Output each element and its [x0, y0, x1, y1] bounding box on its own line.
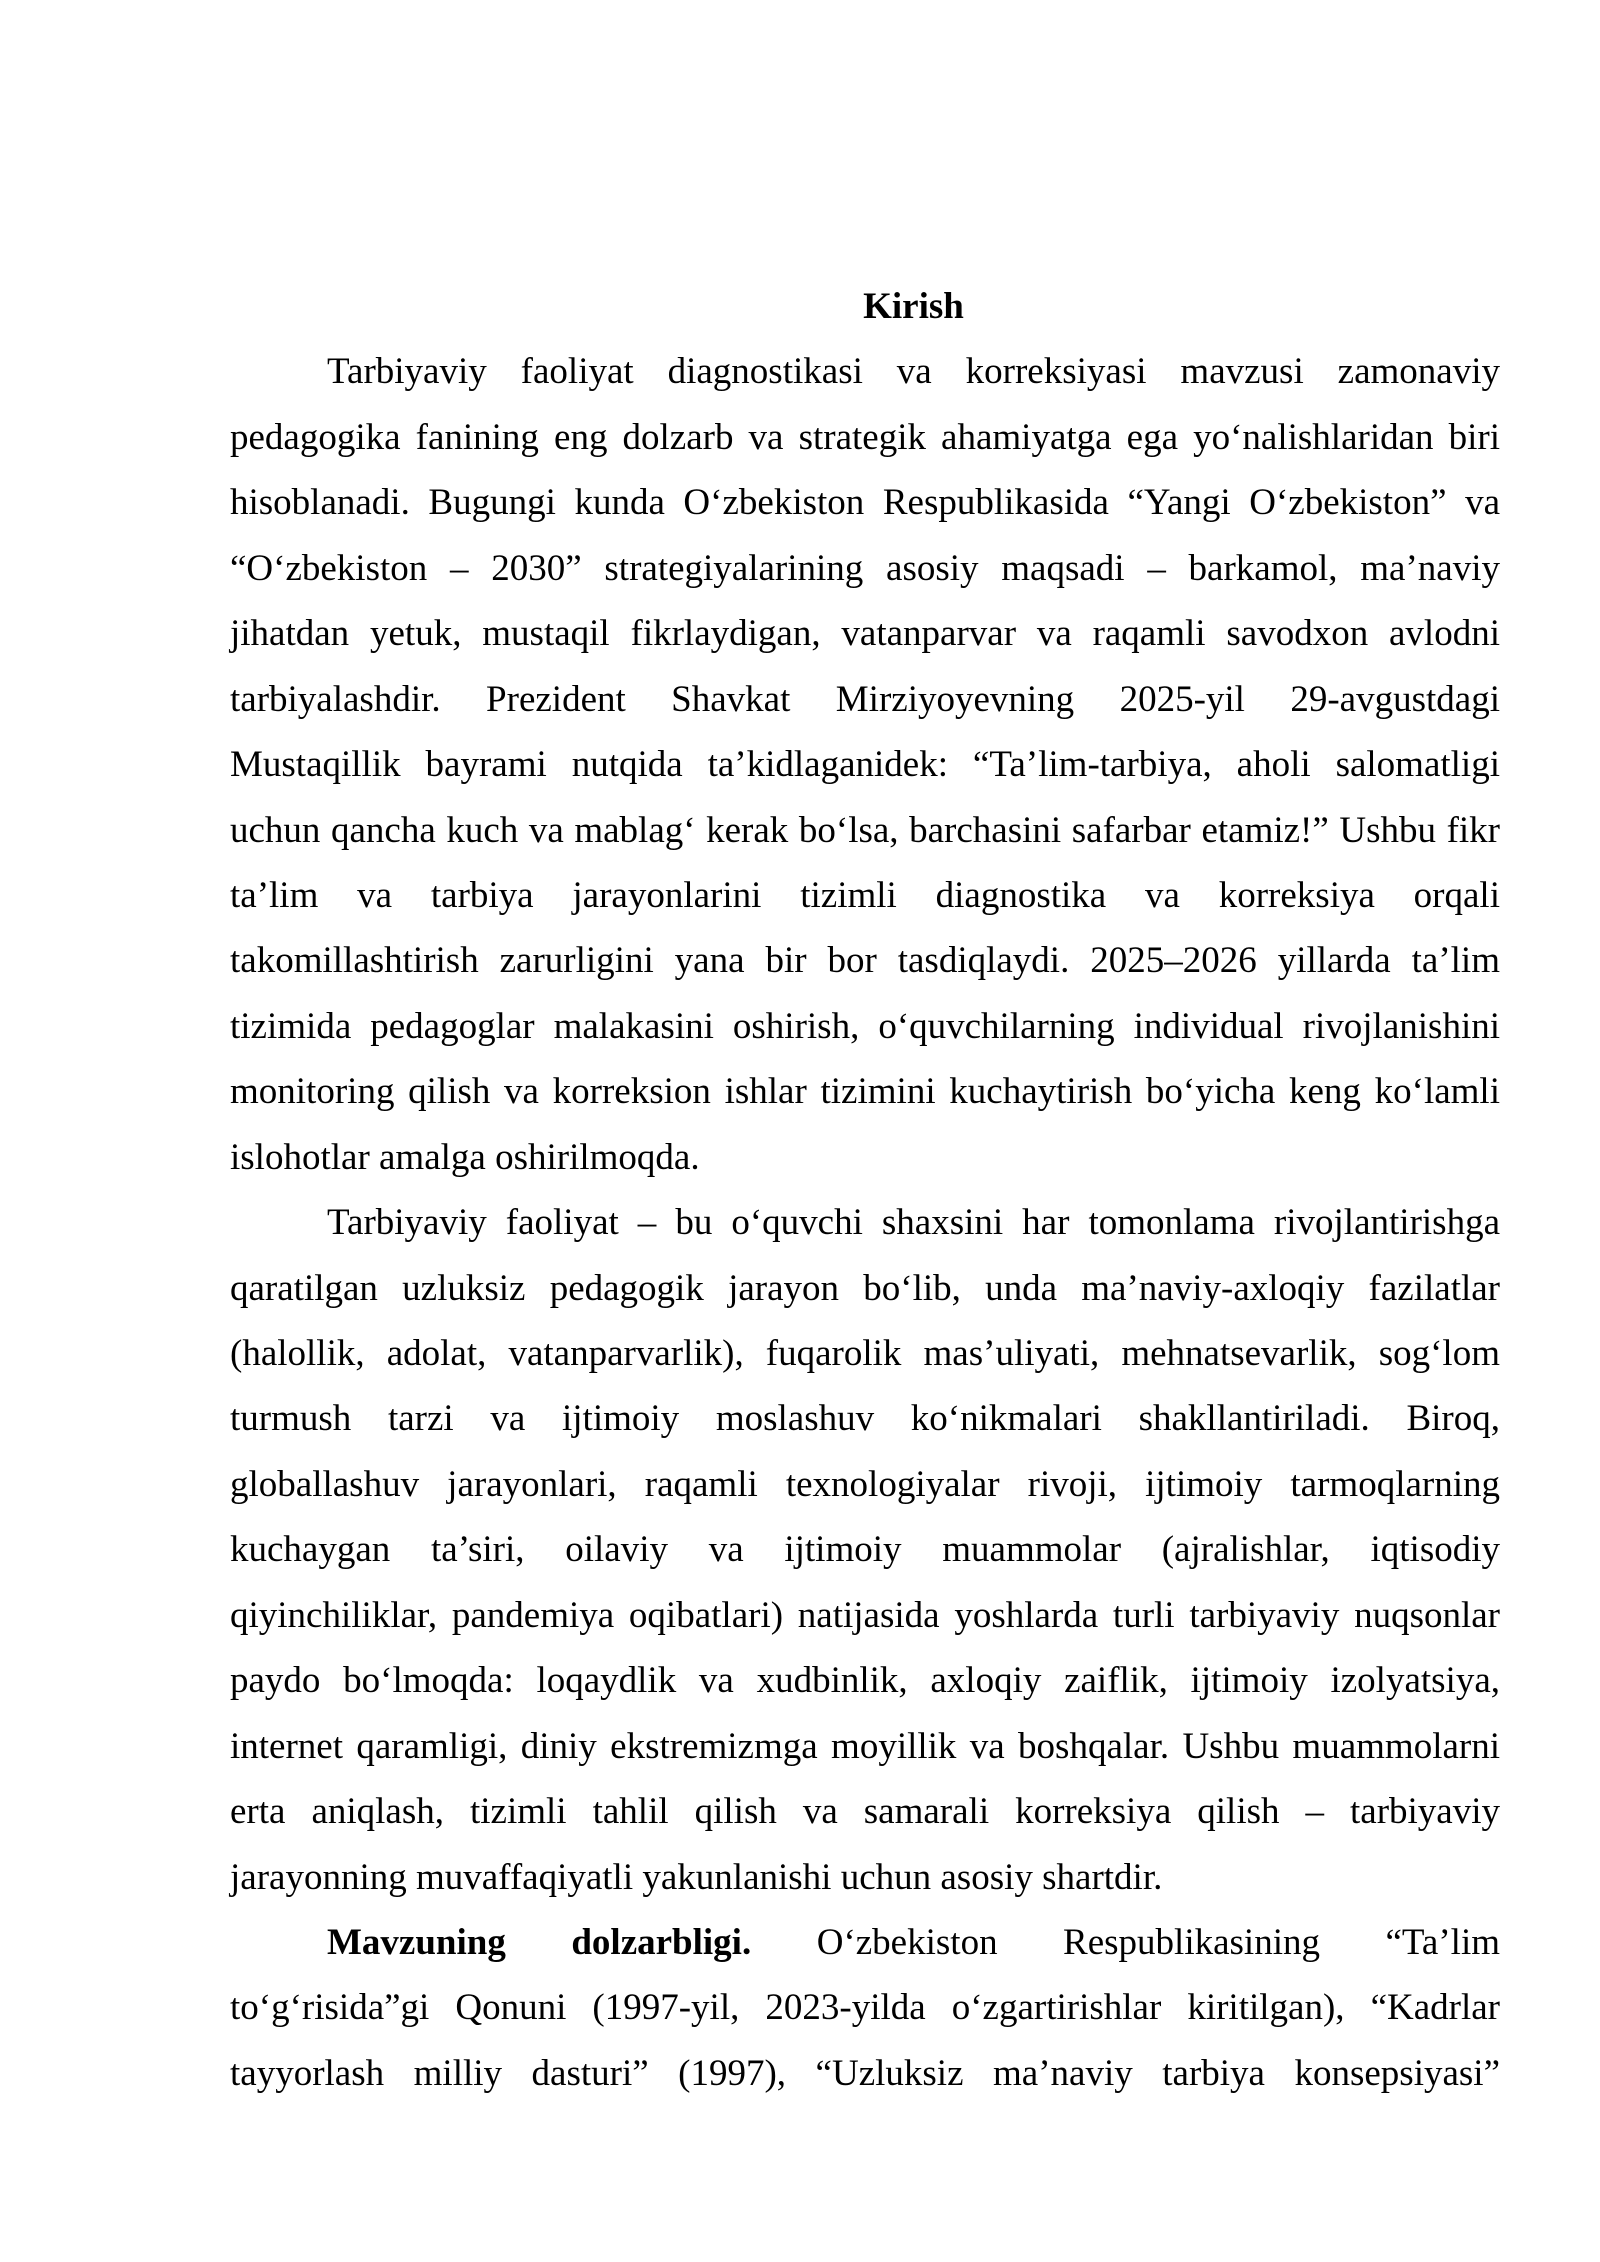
paragraph-line: tarbiyalashdir. Prezident Shavkat Mirziyoyevning 2025-yil 29-avgustdagi [230, 678, 1500, 720]
paragraph-line: pedagogika fanining eng dolzarb va strategik ahamiyatga ega yo‘nalishlaridan biri [230, 416, 1500, 458]
paragraph-line: internet qaramligi, diniy ekstremizmga moyillik va boshqalar. Ushbu muammolarni [230, 1725, 1500, 1767]
paragraph-line: Tarbiyaviy faoliyat diagnostikasi va korreksiyasi mavzusi zamonaviy [327, 351, 1500, 393]
paragraph-relevance [230, 1910, 1500, 2106]
paragraph-line: ta’lim va tarbiya jarayonlarini tizimli diagnostika va korreksiya orqali [230, 874, 1500, 916]
page-title: Kirish [863, 286, 964, 327]
paragraph-educational-activity [230, 1190, 1500, 1910]
paragraph-line: kuchaygan ta’siri, oilaviy va ijtimoiy muammolar (ajralishlar, iqtisodiy [230, 1529, 1500, 1571]
paragraph-line: hisoblanadi. Bugungi kunda O‘zbekiston Respublikasida “Yangi O‘zbekiston” va [230, 482, 1500, 524]
paragraph-line: erta aniqlash, tizimli tahlil qilish va samarali korreksiya qilish – tarbiyaviy [230, 1791, 1500, 1833]
paragraph-line [230, 1910, 1500, 1975]
paragraph-line: “O‘zbekiston – 2030” strategiyalarining asosiy maqsadi – barkamol, ma’naviy [230, 547, 1500, 589]
document-body [230, 274, 1500, 2106]
paragraph-line: takomillashtirish zarurligini yana bir bor tasdiqlaydi. 2025–2026 yillarda ta’lim [230, 940, 1500, 982]
paragraph-line: paydo bo‘lmoqda: loqaydlik va xudbinlik, axloqiy zaiflik, ijtimoiy izolyatsiya, [230, 1660, 1500, 1702]
bold-lead-heading: Mavzuning dolzarbligi. [327, 1921, 752, 1963]
paragraph-line: turmush tarzi va ijtimoiy moslashuv ko‘nikmalari shakllantiriladi. Biroq, [230, 1398, 1500, 1440]
paragraph-line: tayyorlash milliy dasturi” (1997), “Uzluksiz ma’naviy tarbiya konsepsiyasi” [230, 2052, 1500, 2094]
paragraph-line-text: O‘zbekiston Respublikasining “Ta’lim [816, 1921, 1501, 1963]
paragraph-introduction [230, 339, 1500, 1190]
paragraph-line: jarayonning muvaffaqiyatli yakunlanishi uchun asosiy shartdir. [230, 1856, 1163, 1898]
paragraph-line: uchun qancha kuch va mablag‘ kerak bo‘lsa, barchasini safarbar etamiz!” Ushbu fikr [230, 809, 1500, 851]
paragraph-line: Mustaqillik bayrami nutqida ta’kidlaganidek: “Ta’lim-tarbiya, aholi salomatligi [230, 744, 1500, 786]
paragraph-line: qiyinchiliklar, pandemiya oqibatlari) natijasida yoshlarda turli tarbiyaviy nuqsonlar [230, 1594, 1500, 1636]
paragraph-line: jihatdan yetuk, mustaqil fikrlaydigan, vatanparvar va raqamli savodxon avlodni [230, 613, 1500, 655]
paragraph-line: tizimida pedagoglar malakasini oshirish, o‘quvchilarning individual rivojlanishini [230, 1005, 1500, 1047]
paragraph-line: globallashuv jarayonlari, raqamli texnologiyalar rivoji, ijtimoiy tarmoqlarning [230, 1463, 1500, 1505]
paragraph-line: (halollik, adolat, vatanparvarlik), fuqarolik mas’uliyati, mehnatsevarlik, sog‘lom [230, 1333, 1500, 1374]
paragraph-line: islohotlar amalga oshirilmoqda. [230, 1136, 700, 1178]
paragraph-line: monitoring qilish va korreksion ishlar tizimini kuchaytirish bo‘yicha keng ko‘lamli [230, 1071, 1500, 1113]
paragraph-line: qaratilgan uzluksiz pedagogik jarayon bo‘lib, unda ma’naviy-axloqiy fazilatlar [230, 1267, 1500, 1309]
paragraph-line: to‘g‘risida”gi Qonuni (1997-yil, 2023-yilda o‘zgartirishlar kiritilgan), “Kadrlar [230, 1987, 1500, 2029]
paragraph-line: Tarbiyaviy faoliyat – bu o‘quvchi shaxsini har tomonlama rivojlantirishga [327, 1202, 1500, 1244]
